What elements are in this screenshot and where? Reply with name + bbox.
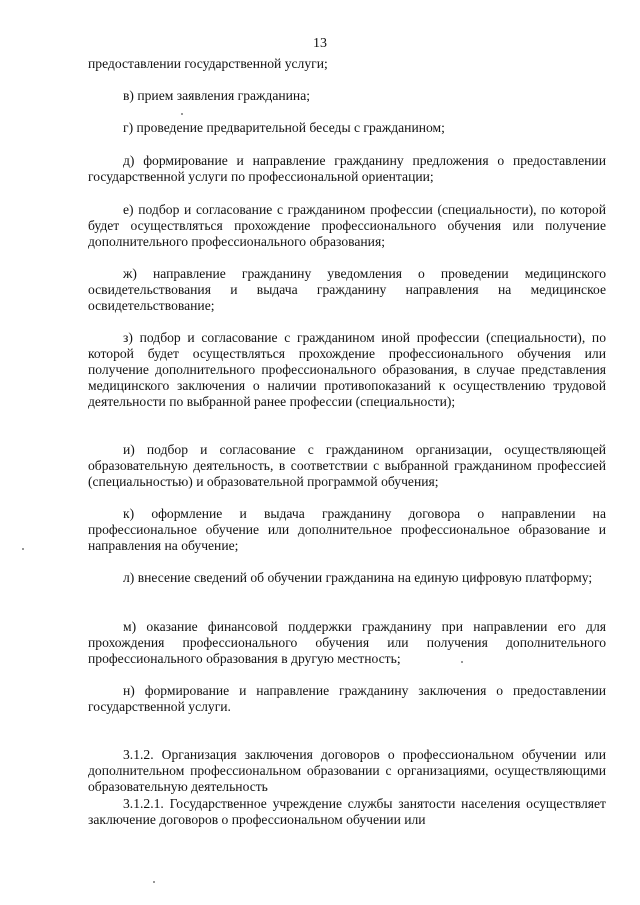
scan-speck [22,548,24,550]
section-heading-3-1-2: 3.1.2. Организация заключения договоров о профессиональном обучении или дополнительном профессиональном образовании с организациями, осуществляющими образовательную деятельность [88,747,606,794]
paragraph-item-z: з) подбор и согласование с гражданином иной профессии (специальности), по которой будет осуществляться прохождение профессионального обучения или получение дополнительного профессионального образования, в случае представления медицинского заключения о наличии противопоказаний к осуществлению трудовой деятельности по выбранной ранее профессии (специальности); [88,330,606,409]
scan-speck [181,113,183,115]
paragraph-item-v: в) прием заявления гражданина; [123,88,311,103]
paragraph-item-n: н) формирование и направление гражданину заключения о предоставлении государственной услуги. [88,683,606,714]
paragraph-item-l: л) внесение сведений об обучении гражданина на единую цифровую платформу; [123,570,593,585]
paragraph-item-m: м) оказание финансовой поддержки гражданину при направлении его для прохождения профессионального обучения или получения дополнительного профессионального образования в другую местность; [88,619,606,666]
paragraph-item-e: е) подбор и согласование с гражданином профессии (специальности), по которой будет осуществляться прохождение профессионального обучения или получение дополнительного профессионального образования; [88,202,606,249]
paragraph-item-i: и) подбор и согласование с гражданином организации, осуществляющей образовательную деятельность, в соответствии с выбранной гражданином профессией (специальностью) и образовательной программой обучения; [88,442,606,489]
paragraph-continuation: предоставлении государственной услуги; [88,56,328,71]
paragraph-3-1-2-1: 3.1.2.1. Государственное учреждение службы занятости населения осуществляет заключение договоров о профессиональном обучении или [88,796,606,827]
paragraph-item-k: к) оформление и выдача гражданину договора о направлении на профессиональное обучение или дополнительное профессиональное образование и направления на обучение; [88,506,606,553]
paragraph-item-d: д) формирование и направление гражданину предложения о предоставлении государственной услуги по профессиональной ориентации; [88,153,606,184]
paragraph-item-zh: ж) направление гражданину уведомления о проведении медицинского освидетельствования и выдача гражданину направления на медицинское освидетельствование; [88,266,606,313]
paragraph-item-g: г) проведение предварительной беседы с гражданином; [123,120,445,135]
page-number: 13 [313,36,327,51]
scan-speck [461,661,463,663]
scan-speck [153,881,155,883]
